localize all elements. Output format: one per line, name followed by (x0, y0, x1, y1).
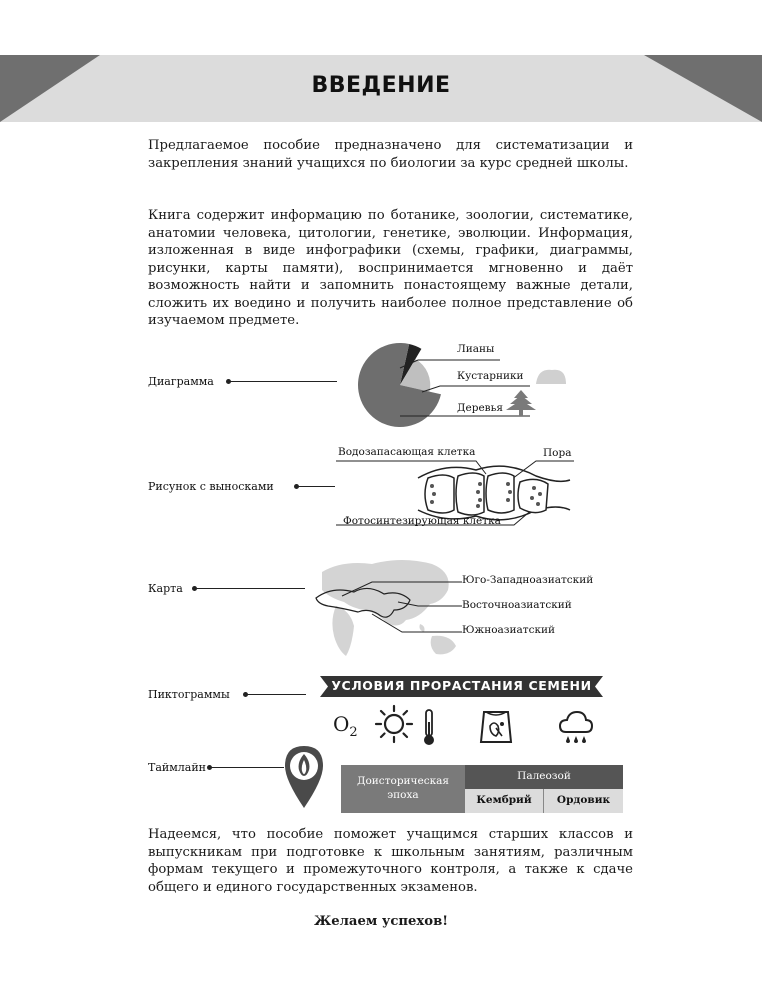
timeline-prehistoric-text: Доисторическая эпоха (356, 775, 450, 801)
eurasia-map (302, 550, 472, 670)
plant-cells (425, 473, 548, 515)
callout-photo-cell: Фотосинтезирующая клетка (343, 515, 501, 527)
pictograms-banner-text: УСЛОВИЯ ПРОРАСТАНИЯ СЕМЕНИ (331, 678, 592, 693)
timeline-paleozoic-text: Палеозой (517, 770, 571, 782)
timeline-paleozoic (465, 765, 623, 789)
timeline-ordovician-text: Ордовик (556, 794, 611, 806)
diagram-label: Диаграмма (148, 375, 214, 388)
intro-paragraph-2: Книга содержит информацию по ботанике, зоологии, систематике, анатомии человека, цитологии, генетике, эволюции. Информация, изложенная в виде инфографики (схемы, графики, диаграммы, рисунки, карты памяти), воспринимается мгновенно и даёт возможность найти и запомнить понастоящему важные детали, сложить их воедино и получить наиболее полное представление об изучаемом предмете. (148, 208, 633, 328)
sun-icon (374, 704, 414, 744)
callout-line-pore (508, 461, 574, 482)
map-connector (195, 588, 305, 589)
intro-paragraph-1: Предлагаемое пособие предназначено для систематизации и закрепления знаний учащихся по биологии за курс средней школы. (148, 138, 633, 171)
pictograms-connector (246, 694, 306, 695)
timeline-cambrian-text: Кембрий (476, 794, 532, 806)
header-banner (0, 55, 762, 122)
callout-water-cell: Водозапасающая клетка (338, 446, 476, 458)
thermometer-icon (421, 708, 437, 748)
closing-paragraph: Надеемся, что пособие поможет учащимся старших классов и выпускникам при подготовке к школьным занятиям, различным формам текущего и промежуточного контроля, а также к сдаче общего и единого государственных экзаменов. (148, 827, 633, 895)
closing-wish: Желаем успехов! (313, 914, 449, 929)
page-title: ВВЕДЕНИЕ (311, 73, 451, 98)
callout-line-shrubs (422, 386, 530, 392)
map-region-east: Восточноазиатский (462, 599, 572, 611)
map-region-south: Южноазиатский (462, 624, 556, 636)
diagram-connector (229, 381, 337, 382)
callout-pore: Пора (543, 447, 572, 459)
soil-bag-icon (478, 706, 514, 746)
drawing-label: Рисунок с выносками (148, 480, 274, 493)
shrub-icon (536, 370, 566, 384)
location-pin-icon (283, 744, 325, 812)
oxygen-icon (333, 712, 358, 740)
drawing-connector (297, 486, 335, 487)
rain-cloud-icon (558, 708, 594, 746)
pictograms-banner (320, 676, 603, 697)
timeline-cambrian (465, 789, 544, 813)
pie-label-lianas: Лианы (457, 343, 495, 355)
oxygen-subscript: 2 (349, 725, 358, 740)
map-label: Карта (148, 582, 183, 595)
timeline-ordovician (544, 789, 623, 813)
timeline-label: Таймлайн (148, 761, 206, 774)
oxygen-symbol: O (333, 712, 350, 736)
timeline-connector (210, 767, 284, 768)
map-region-southwest: Юго-Западноазиатский (462, 574, 594, 586)
pictograms-label: Пиктограммы (148, 688, 230, 701)
pie-label-trees: Деревья (457, 402, 503, 414)
tree-icon (506, 390, 536, 416)
pie-label-shrubs: Кустарники (457, 370, 524, 382)
timeline-prehistoric (341, 765, 465, 813)
